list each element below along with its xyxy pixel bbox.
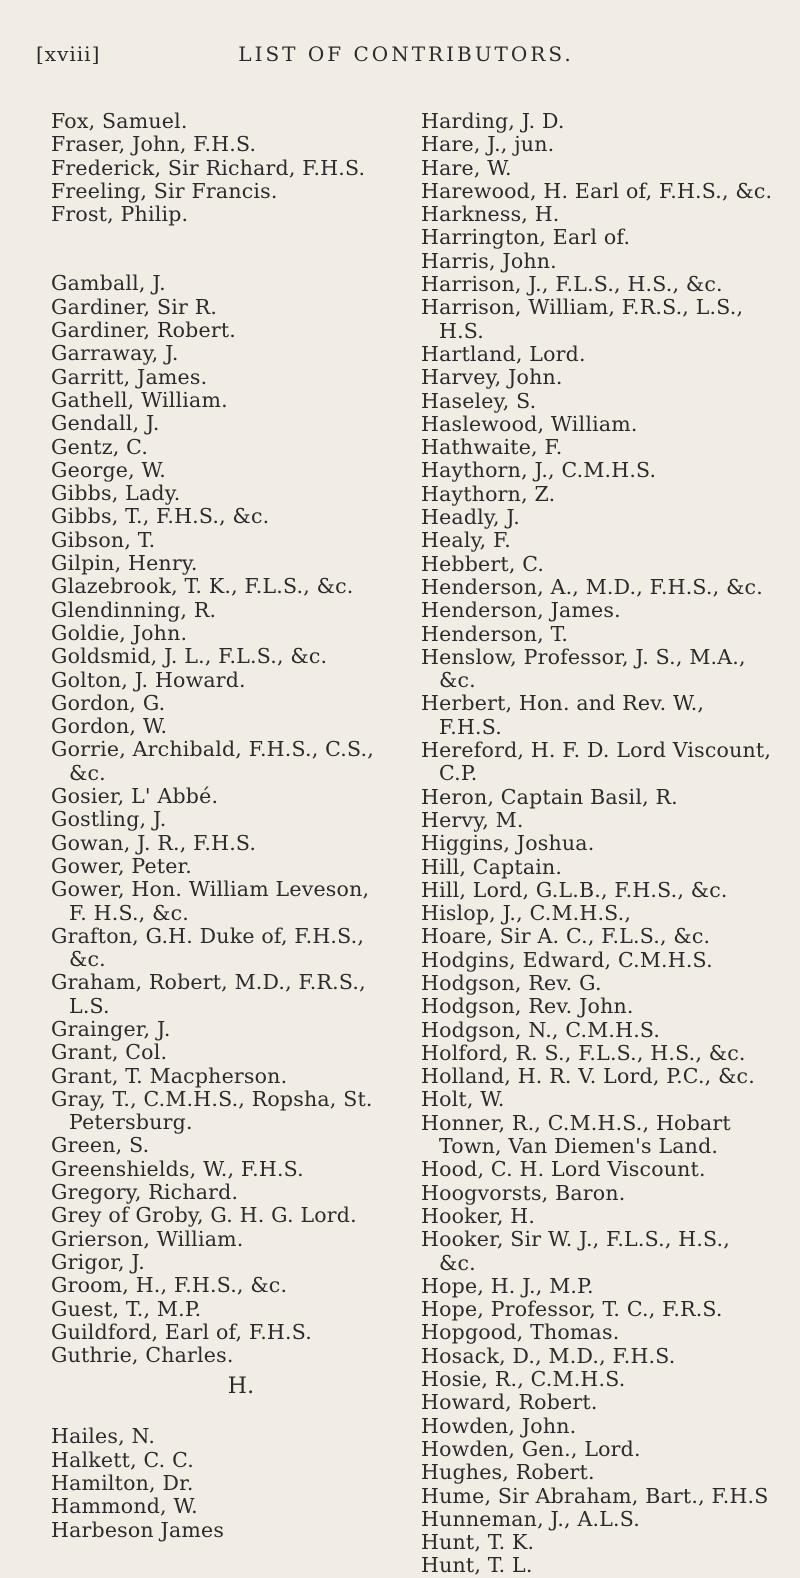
contributor-entry: Hooker, H. [421,1203,536,1228]
contributor-entry: Haseley, S. [421,388,537,413]
contributor-entry: Hailes, N. [51,1424,156,1449]
contributor-entry: Hodgins, Edward, C.M.H.S. [421,947,713,972]
contributor-entry: Fox, Samuel. [51,109,188,133]
contributor-entry: Howden, Gen., Lord. [421,1436,641,1461]
contributor-entry: Harrison, William, F.R.S., L.S., H.S. [421,295,744,343]
contributor-entry: Hammond, W. [51,1494,198,1519]
contributor-entry: Gibbs, T., F.H.S., &c. [51,504,270,529]
contributor-entry: Gower, Hon. William Leveson, F. H.S., &c. [51,877,370,925]
contributor-entry: Gathell, William. [51,387,228,412]
contributor-entry: Gray, T., C.M.H.S., Ropsha, St. Petersburg. [51,1086,373,1135]
contributor-entry: Grey of Groby, G. H. G. Lord. [51,1203,357,1228]
contributor-entry: Grafton, G.H. Duke of, F.H.S., &c. [51,923,365,972]
section-heading-h: H. [227,1374,255,1400]
contributor-entry: Hill, Captain. [421,854,563,879]
contributor-entry: Harris, John. [421,248,557,273]
contributor-entry: Harrison, J., F.L.S., H.S., &c. [421,272,723,297]
contributor-entry: Green, S. [51,1133,150,1158]
page-header [36,42,776,82]
contributor-entry: Graham, Robert, M.D., F.R.S., L.S. [51,970,366,1018]
contributor-entry: Grigor, J. [51,1249,145,1274]
contributor-entry: Hooker, Sir W. J., F.L.S., H.S., &c. [421,1227,730,1275]
contributor-entry: Hunt, T. K. [421,1530,535,1555]
entry-group-f [51,110,391,226]
contributor-entry: Harewood, H. Earl of, F.H.S., &c. [421,178,773,203]
contributor-entry: Hodgson, Rev. John. [421,994,634,1019]
contributor-entry: Gregory, Richard. [51,1180,239,1205]
contributor-entry: Hunneman, J., A.L.S. [421,1506,640,1531]
contributor-entry: Frederick, Sir Richard, F.H.S. [51,155,366,180]
entry-group-h [51,1425,391,1541]
contributor-entry: Gordon, G. [51,690,166,715]
contributor-entry: Gibbs, Lady. [51,481,181,506]
contributor-entry: Hebbert, C. [421,551,545,576]
contributor-entry: Henderson, A., M.D., F.H.S., &c. [421,574,763,599]
contributor-entry: Gosier, L' Abbé. [51,784,219,809]
contributor-entry: Gibson, T. [51,527,156,552]
contributor-entry: Gorrie, Archibald, F.H.S., C.S., &c. [51,737,374,785]
contributor-entry: Honner, R., C.M.H.S., Hobart Town, Van Diemen's Land. [421,1110,731,1159]
contributor-entry: Hartland, Lord. [421,341,586,366]
contributor-entry: Henderson, James. [421,598,621,623]
contributor-entry: Greenshields, W., F.H.S. [51,1156,304,1181]
contributor-entry: Guthrie, Charles. [51,1343,234,1368]
contributor-entry: Hill, Lord, G.L.B., F.H.S., &c. [421,877,728,902]
contributor-entry: Harvey, John. [421,365,563,390]
contributor-entry: Grant, Col. [51,1040,168,1065]
contributor-entry: Hislop, J., C.M.H.S., [421,901,632,926]
contributor-entry: Grant, T. Macpherson. [51,1063,288,1088]
contributor-entry: Gamball, J. [51,271,166,296]
contributor-entry: Hunt, T. L. [421,1553,533,1578]
contributor-entry: Garritt, James. [51,364,208,389]
contributor-entry: Gordon, W. [51,714,168,739]
contributor-entry: Hoogvorsts, Baron. [421,1180,626,1205]
contributor-entry: Grainger, J. [51,1016,171,1041]
contributor-entry: Henslow, Professor, J. S., M.A., &c. [421,644,746,693]
contributor-entry: Hathwaite, F. [421,435,563,460]
contributor-entry: Higgins, Joshua. [421,831,595,856]
contributor-entry: George, W. [51,457,166,482]
contributor-entry: Harding, J. D. [421,109,565,133]
contributor-entry: Harbeson James [51,1517,225,1542]
contributor-entry: Hereford, H. F. D. Lord Viscount, C.P. [421,738,772,786]
contributor-entry: Hare, W. [421,155,512,180]
contributor-entry: Holland, H. R. V. Lord, P.C., &c. [421,1064,755,1089]
contributor-entry: Hare, J., jun. [421,132,555,157]
contributor-entry: Gentz, C. [51,434,149,459]
contributor-entry: Herbert, Hon. and Rev. W., F.H.S. [421,691,705,739]
page-number: [xviii] [36,42,101,66]
running-title: LIST OF CONTRIBUTORS. [238,42,574,66]
contributor-entry: Hoare, Sir A. C., F.L.S., &c. [421,924,711,949]
contributor-entry: Frost, Philip. [51,202,189,227]
contributor-entry: Holford, R. S., F.L.S., H.S., &c. [421,1040,746,1065]
entry-group-g [51,272,391,1367]
column-gutter [403,118,404,1280]
contributor-entry: Hume, Sir Abraham, Bart., F.H.S [421,1483,769,1508]
contributor-entry: Hosie, R., C.M.H.S. [421,1367,626,1392]
contributor-entry: Hodgson, N., C.M.H.S. [421,1017,661,1042]
contributor-entry: Goldie, John. [51,620,188,645]
contributor-entry: Haythorn, J., C.M.H.S. [421,458,657,483]
contributor-entry: Groom, H., F.H.S., &c. [51,1273,288,1298]
contributor-entry: Gardiner, Sir R. [51,294,218,319]
contributor-entry: Hope, H. J., M.P. [421,1273,594,1298]
contributor-entry: Holt, W. [421,1087,505,1112]
contributor-entry: Gendall, J. [51,411,160,436]
contributor-entry: Gower, Peter. [51,853,193,878]
contributor-entry: Garraway, J. [51,341,179,366]
contributor-entry: Fraser, John, F.H.S. [51,132,257,157]
contributor-entry: Hughes, Robert. [421,1460,595,1485]
contributor-entry: Gostling, J. [51,807,167,832]
contributor-entry: Gowan, J. R., F.H.S. [51,830,257,855]
contributor-entry: Hosack, D., M.D., F.H.S. [421,1343,676,1368]
contributor-entry: Haslewood, William. [421,411,638,436]
contributor-entry: Howard, Robert. [421,1390,598,1415]
contributor-entry: Grierson, William. [51,1226,244,1251]
right-column [421,110,773,1578]
contributor-entry: Glazebrook, T. K., F.L.S., &c. [51,574,354,599]
contributor-entry: Gardiner, Robert. [51,318,236,343]
contributor-entry: Guest, T., M.P. [51,1296,202,1321]
contributor-entry: Headly, J. [421,505,520,530]
contributor-entry: Hodgson, Rev. G. [421,970,602,995]
contributor-entry: Hood, C. H. Lord Viscount. [421,1157,706,1182]
contributor-entry: Glendinning, R. [51,597,217,622]
contributor-entry: Healy, F. [421,528,512,553]
contributor-entry: Hopgood, Thomas. [421,1320,620,1345]
contributor-entry: Guildford, Earl of, F.H.S. [51,1319,312,1344]
contributor-entry: Hope, Professor, T. C., F.R.S. [421,1297,723,1322]
left-column [51,110,391,1542]
contributor-entry: Harkness, H. [421,202,560,227]
contributor-entry: Harrington, Earl of. [421,225,631,250]
group-spacer [51,226,391,272]
contributor-entry: Howden, John. [421,1413,577,1438]
contributor-entry: Hamilton, Dr. [51,1471,194,1496]
contributor-entry: Haythorn, Z. [421,481,556,506]
contributor-entry: Halkett, C. C. [51,1447,194,1472]
contributor-entry: Hervy, M. [421,807,524,832]
contributor-entry: Gilpin, Henry. [51,551,198,576]
contributor-entry: Freeling, Sir Francis. [51,178,278,203]
contributor-entry: Golton, J. Howard. [51,667,246,692]
contributor-entry: Goldsmid, J. L., F.L.S., &c. [51,644,328,669]
contributor-entry: Heron, Captain Basil, R. [421,784,678,809]
contributor-entry: Henderson, T. [421,621,569,646]
